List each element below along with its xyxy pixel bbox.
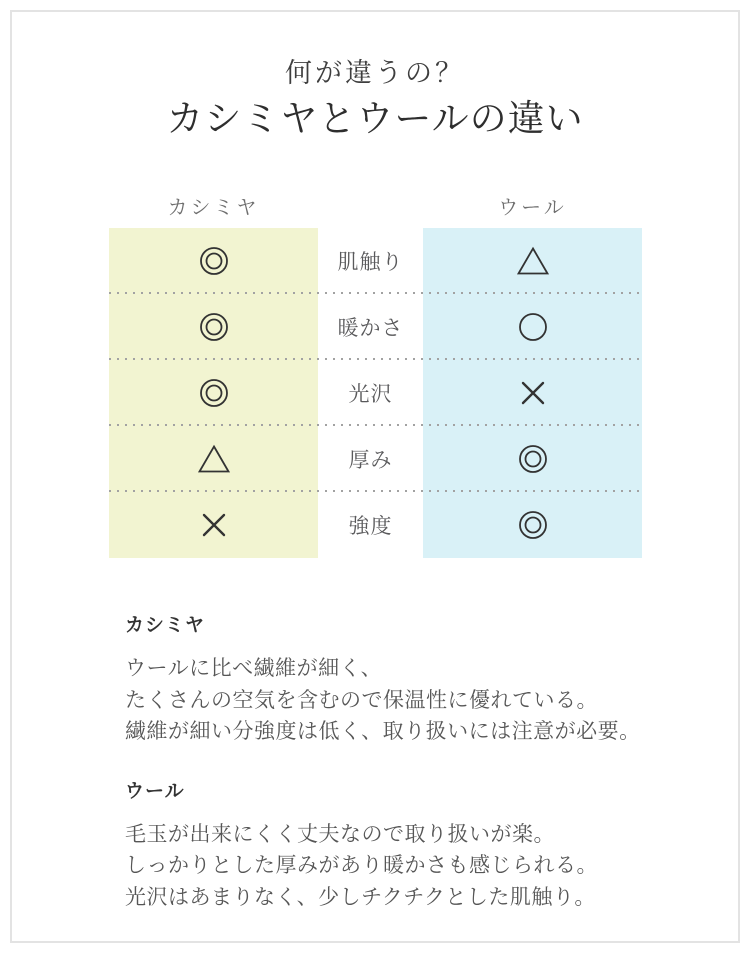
triangle-icon (516, 246, 550, 276)
table-row (109, 360, 642, 426)
section-heading: カシミヤ (125, 615, 206, 636)
section-text-line: たくさんの空気を含むので保温性に優れている。 (125, 688, 598, 712)
page-title: カシミヤとウールの違い (166, 99, 584, 140)
wool-cell (423, 492, 642, 558)
column-header-spacer (318, 196, 423, 228)
double-circle-icon (198, 377, 230, 409)
wool-cell (423, 360, 642, 426)
cross-icon (520, 380, 546, 406)
triangle-icon (197, 444, 231, 474)
column-headers (109, 196, 642, 228)
wool-cell (423, 228, 642, 294)
double-circle-icon (198, 245, 230, 277)
cashmere-cell (109, 360, 318, 426)
wool-section (125, 776, 670, 914)
row-label: 厚み (348, 449, 393, 472)
row-label: 暖かさ (337, 317, 404, 340)
section-text-line: 繊維が細い分強度は低く、取り扱いには注意が必要。 (125, 720, 641, 743)
table-row (109, 294, 642, 360)
column-header-wool: ウール (498, 197, 567, 219)
circle-icon (517, 311, 549, 343)
section-text-line: ウールに比べ繊維が細く、 (125, 657, 383, 680)
section-text-line: しっかりとした厚みがあり暖かさも感じられる。 (125, 854, 598, 877)
table-row (109, 426, 642, 492)
row-label: 強度 (348, 515, 393, 538)
cashmere-cell (109, 228, 318, 294)
double-circle-icon (517, 509, 549, 541)
double-circle-icon (198, 311, 230, 343)
section-text-line: 毛玉が出来にくく丈夫なので取り扱いが楽。 (125, 822, 555, 846)
table-row (109, 228, 642, 294)
cashmere-cell (109, 294, 318, 360)
page-subtitle: 何が違うの？ (285, 58, 465, 88)
row-label: 光沢 (348, 383, 393, 406)
double-circle-icon (517, 443, 549, 475)
cashmere-section (125, 610, 670, 748)
row-label: 肌触り (337, 251, 404, 274)
section-text-line: 光沢はあまりなく、少しチクチクとした肌触り。 (125, 885, 596, 909)
cross-icon (201, 512, 227, 538)
wool-cell (423, 426, 642, 492)
comparison-table (109, 196, 642, 558)
column-header-cashmere: カシミヤ (167, 197, 260, 219)
section-heading: ウール (125, 780, 185, 802)
table-row (109, 492, 642, 558)
wool-cell (423, 294, 642, 360)
cashmere-cell (109, 492, 318, 558)
cashmere-cell (109, 426, 318, 492)
description-sections (125, 610, 670, 913)
